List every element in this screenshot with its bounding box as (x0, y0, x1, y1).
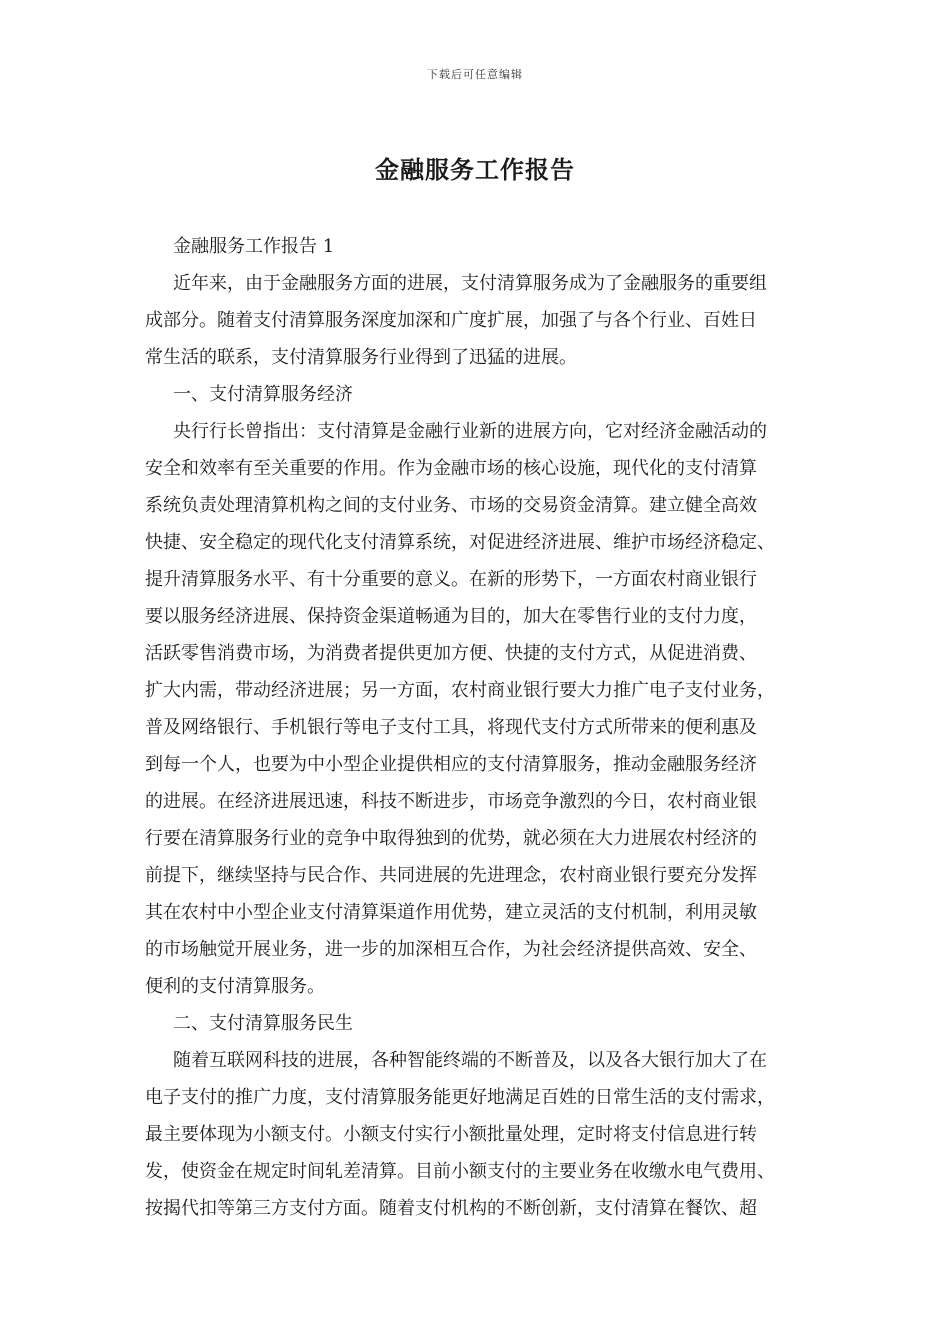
text-line: 电子支付的推广力度，支付清算服务能更好地满足百姓的日常生活的支付需求， (145, 1087, 775, 1108)
text-line: 常生活的联系，支付清算服务行业得到了迅猛的进展。 (145, 347, 577, 368)
text-line: 央行行长曾指出：支付清算是金融行业新的进展方向，它对经济金融活动的 (173, 421, 767, 442)
text-line: 安全和效率有至关重要的作用。作为金融市场的核心设施，现代化的支付清算 (145, 458, 757, 479)
text-line: 提升清算服务水平、有十分重要的意义。在新的形势下，一方面农村商业银行 (145, 569, 757, 590)
header-note: 下载后可任意编辑 (427, 68, 523, 81)
document-body (145, 228, 820, 1227)
text-line: 快捷、安全稳定的现代化支付清算系统，对促进经济进展、维护市场经济稳定、 (145, 532, 775, 553)
text-line: 行要在清算服务行业的竞争中取得独到的优势，就必须在大力进展农村经济的 (145, 828, 757, 849)
text-line: 金融服务工作报告 1 (173, 236, 335, 257)
text-line: 前提下，继续坚持与民合作、共同进展的先进理念，农村商业银行要充分发挥 (145, 865, 757, 886)
document-title: 金融服务工作报告 (375, 155, 575, 184)
text-line: 最主要体现为小额支付。小额支付实行小额批量处理，定时将支付信息进行转 (145, 1124, 757, 1145)
text-line: 系统负责处理清算机构之间的支付业务、市场的交易资金清算。建立健全高效 (145, 495, 757, 516)
text-line: 要以服务经济进展、保持资金渠道畅通为目的，加大在零售行业的支付力度， (145, 606, 757, 627)
text-line: 活跃零售消费市场，为消费者提供更加方便、快捷的支付方式，从促进消费、 (145, 643, 757, 664)
text-line: 随着互联网科技的进展，各种智能终端的不断普及，以及各大银行加大了在 (173, 1050, 767, 1071)
text-line: 成部分。随着支付清算服务深度加深和广度扩展，加强了与各个行业、百姓日 (145, 310, 757, 331)
text-line: 的市场触觉开展业务，进一步的加深相互合作，为社会经济提供高效、安全、 (145, 939, 757, 960)
text-line: 其在农村中小型企业支付清算渠道作用优势，建立灵活的支付机制，利用灵敏 (145, 902, 757, 923)
text-line: 一、支付清算服务经济 (173, 384, 353, 405)
text-line: 近年来，由于金融服务方面的进展，支付清算服务成为了金融服务的重要组 (173, 273, 767, 294)
text-line: 普及网络银行、手机银行等电子支付工具，将现代支付方式所带来的便利惠及 (145, 717, 757, 738)
text-line: 的进展。在经济进展迅速，科技不断进步，市场竞争激烈的今日，农村商业银 (145, 791, 757, 812)
text-line: 到每一个人，也要为中小型企业提供相应的支付清算服务，推动金融服务经济 (145, 754, 757, 775)
text-line: 二、支付清算服务民生 (173, 1013, 353, 1034)
text-line: 便利的支付清算服务。 (145, 976, 325, 997)
text-line: 按揭代扣等第三方支付方面。随着支付机构的不断创新，支付清算在餐饮、超 (145, 1198, 757, 1219)
text-line: 发，使资金在规定时间轧差清算。目前小额支付的主要业务在收缴水电气费用、 (145, 1161, 775, 1182)
text-line: 扩大内需，带动经济进展；另一方面，农村商业银行要大力推广电子支付业务， (145, 680, 775, 701)
